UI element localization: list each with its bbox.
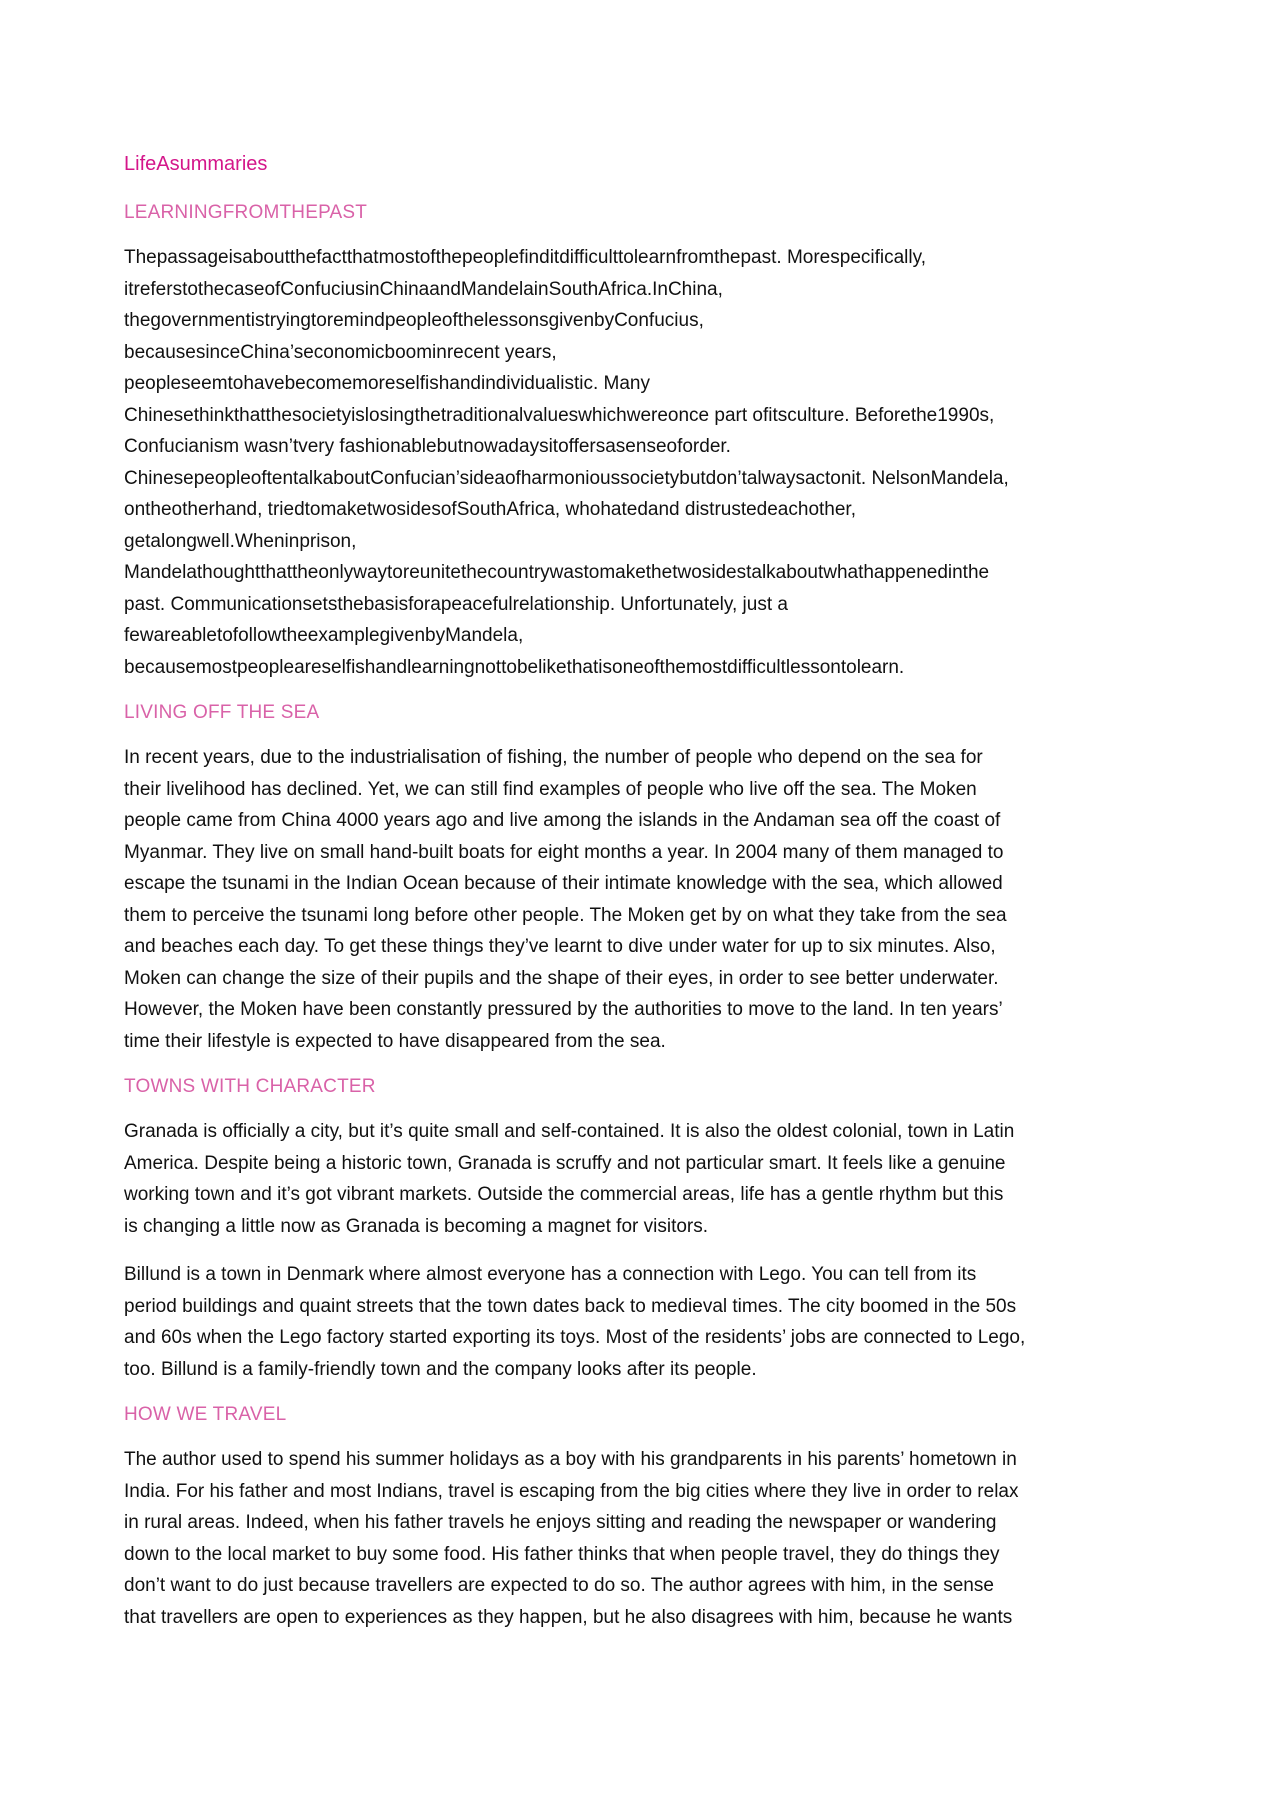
text-line: getalongwell.Wheninprison, — [124, 530, 357, 552]
text-line: In recent years, due to the industrialisation of fishing, the number of people who depend on the sea for — [124, 747, 983, 768]
section-towns-with-character — [124, 1074, 1170, 1385]
text-line: them to perceive the tsunami long before other people. The Moken get by on what they take from the sea — [124, 904, 1007, 926]
text-line: Thepassageisaboutthefactthatmostofthepeoplefinditdifficulttolearnfromthepast. Morespecifically, — [124, 247, 926, 268]
text-line: Granada is officially a city, but it’s quite small and self-contained. It is also the oldest colonial, town in Latin — [124, 1121, 1015, 1142]
text-line: Myanmar. They live on small hand-built boats for eight months a year. In 2004 many of them managed to — [124, 841, 1004, 863]
text-line: fewareabletofollowtheexamplegivenbyMandela, — [124, 625, 524, 646]
text-line: ChinesepeopleoftentalkaboutConfucian’sideaofharmonioussocietybutdon’talwaysactonit. NelsonMandela, — [124, 467, 1009, 489]
text-line: itreferstothecaseofConfuciusinChinaandMandelainSouthAfrica.InChina, — [124, 278, 723, 300]
text-line: thegovernmentistryingtoremindpeopleofthelessonsgivenbyConfucius, — [124, 310, 704, 331]
paragraph — [124, 1116, 1170, 1242]
text-line: The author used to spend his summer holidays as a boy with his grandparents in his parents’ hometown in — [124, 1449, 1017, 1470]
text-line: Moken can change the size of their pupils and the shape of their eyes, in order to see better underwater. — [124, 967, 999, 989]
text-line: escape the tsunami in the Indian Ocean because of their intimate knowledge with the sea, which allowed — [124, 873, 1003, 894]
text-line: becausemostpeopleareselfishandlearningnottobelikethatisoneofthemostdifficultlessontolearn. — [124, 656, 905, 678]
text-line: India. For his father and most Indians, travel is escaping from the big cities where they live in order to relax — [124, 1480, 1019, 1502]
text-line: However, the Moken have been constantly pressured by the authorities to move to the land. In ten years’ — [124, 999, 1003, 1020]
text-line: people came from China 4000 years ago and live among the islands in the Andaman sea off the coast of — [124, 810, 1001, 831]
section-heading: LIVING OFF THE SEA — [124, 702, 320, 723]
text-line: America. Despite being a historic town, Granada is scruffy and not particular smart. It feels like a genuine — [124, 1152, 1006, 1174]
text-line: in rural areas. Indeed, when his father travels he enjoys sitting and reading the newspaper or wandering — [124, 1512, 997, 1533]
text-line: Confucianism wasn’tvery fashionablebutnowadaysitoffersasenseoforder. — [124, 436, 731, 457]
document-page — [124, 150, 1170, 1650]
text-line: that travellers are open to experiences as they happen, but he also disagrees with him, because he wants — [124, 1606, 1013, 1628]
text-line: Chinesethinkthatthesocietyislosingthetraditionalvalueswhichwereonce part ofitsculture. Beforethe1990s, — [124, 404, 995, 426]
section-heading: LEARNINGFROMTHEPAST — [124, 202, 368, 223]
text-line: don’t want to do just because travellers are expected to do so. The author agrees with him, in the sense — [124, 1575, 994, 1596]
text-line: and 60s when the Lego factory started exporting its toys. Most of the residents’ jobs are connected to Lego, — [124, 1327, 1026, 1348]
section-learning-from-the-past — [124, 200, 1170, 683]
text-line: working town and it’s got vibrant markets. Outside the commercial areas, life has a gentle rhythm but this — [124, 1184, 1004, 1205]
text-line: Billund is a town in Denmark where almost everyone has a connection with Lego. You can tell from its — [124, 1264, 977, 1285]
section-how-we-travel — [124, 1402, 1170, 1633]
text-line: and beaches each day. To get these things they’ve learnt to dive under water for up to six minutes. Also, — [124, 936, 996, 957]
text-line: is changing a little now as Granada is becoming a magnet for visitors. — [124, 1215, 709, 1237]
paragraph — [124, 242, 1170, 683]
section-heading: TOWNS WITH CHARACTER — [124, 1076, 376, 1097]
text-line: ontheotherhand, triedtomaketwosidesofSouthAfrica, whohatedand distrustedeachother, — [124, 499, 856, 520]
text-line: too. Billund is a family-friendly town and the company looks after its people. — [124, 1358, 757, 1380]
text-line: down to the local market to buy some food. His father thinks that when people travel, they do things they — [124, 1543, 1000, 1565]
text-line: time their lifestyle is expected to have disappeared from the sea. — [124, 1030, 666, 1052]
text-line: Mandelathoughtthattheonlywaytoreunitethecountrywastomakethetwosidestalkaboutwhathappenedinthe — [124, 562, 990, 583]
section-living-off-the-sea — [124, 700, 1170, 1057]
paragraph — [124, 742, 1170, 1057]
text-line: peopleseemtohavebecomemoreselfishandindividualistic. Many — [124, 373, 650, 394]
document-title: LifeAsummaries — [124, 153, 268, 175]
paragraph — [124, 1444, 1170, 1633]
paragraph — [124, 1259, 1170, 1385]
text-line: past. Communicationsetsthebasisforapeacefulrelationship. Unfortunately, just a — [124, 593, 788, 615]
text-line: period buildings and quaint streets that the town dates back to medieval times. The city boomed in the 50s — [124, 1295, 1017, 1317]
text-line: their livelihood has declined. Yet, we can still find examples of people who live off the sea. The Moken — [124, 778, 977, 800]
section-heading: HOW WE TRAVEL — [124, 1404, 287, 1425]
text-line: becausesinceChina’seconomicboominrecent years, — [124, 341, 557, 363]
